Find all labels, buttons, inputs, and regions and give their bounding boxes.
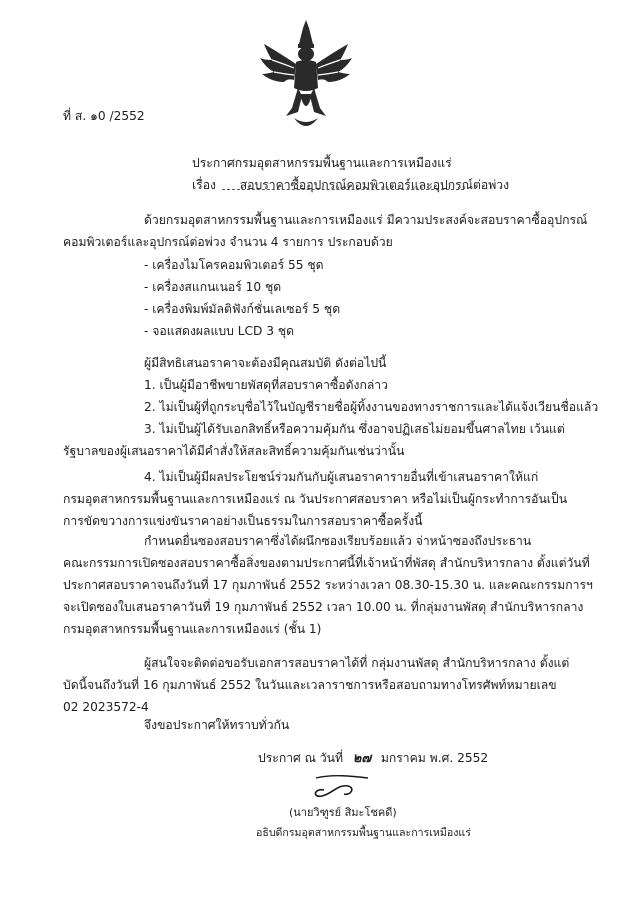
signatory-position: อธิบดีกรมอุตสาหกรรมพื้นฐานและการเหมืองแร่	[256, 827, 471, 839]
signatory-name: (นายวิฑูรย์ สิมะโชคดี)	[289, 806, 397, 819]
qualifications-section	[63, 352, 598, 532]
qualification-item: รัฐบาลของผู้เสนอราคาได้มีคำสั่งให้สละสิทธิ์ความคุ้มกันเช่นว่านั้น	[63, 444, 405, 458]
list-item: - เครื่องไมโครคอมพิวเตอร์ 55 ชุด	[144, 258, 324, 272]
intro-paragraph	[63, 209, 587, 253]
subject-label: เรื่อง	[192, 178, 216, 192]
submission-line: ประกาศสอบราคาจนถึงวันที่ 17 กุมภาพันธ์ 2552 ระหว่างเวลา 08.30-15.30 น. และคณะกรรมการฯ	[63, 578, 593, 592]
qualification-item: 4. ไม่เป็นผู้มีผลประโยชน์ร่วมกันกับผู้เสนอราคารายอื่นที่เข้าเสนอราคาให้แก่	[144, 470, 539, 484]
item-list	[144, 254, 340, 342]
dateline-prefix: ประกาศ ณ วันที่	[258, 751, 344, 765]
intro-line: คอมพิวเตอร์และอุปกรณ์ต่อพ่วง จำนวน 4 รายการ ประกอบด้วย	[63, 235, 393, 249]
subject-line	[192, 177, 509, 193]
submission-line: กรมอุตสาหกรรมพื้นฐานและการเหมืองแร่ (ชั้น 1)	[63, 622, 322, 636]
qualification-item: 2. ไม่เป็นผู้ที่ถูกระบุชื่อไว้ในบัญชีรายชื่อผู้ทิ้งงานของทางราชการและได้แจ้งเวียนชื่อแล้ว	[144, 400, 599, 414]
list-item: - เครื่องสแกนเนอร์ 10 ชุด	[144, 280, 282, 294]
list-item: - จอแสดงผลแบบ LCD 3 ชุด	[144, 324, 295, 338]
subject-text: สอบราคาซื้ออุปกรณ์คอมพิวเตอร์และอุปกรณ์ต่อพ่วง	[239, 178, 510, 192]
qualification-item: กรมอุตสาหกรรมพื้นฐานและการเหมืองแร่ ณ วันประกาศสอบราคา หรือไม่เป็นผู้กระทำการอันเป็น	[63, 492, 568, 506]
dateline-month-year: มกราคม พ.ศ. 2552	[380, 751, 489, 765]
announcement-title: ประกาศกรมอุตสาหกรรมพื้นฐานและการเหมืองแร่	[192, 156, 452, 170]
contact-line: ผู้สนใจจะติดต่อขอรับเอกสารสอบราคาได้ที่ กลุ่มงานพัสดุ สำนักบริหารกลาง ตั้งแต่	[144, 656, 570, 670]
handwritten-signature	[308, 772, 372, 802]
list-item: - เครื่องพิมพ์มัลติฟังก์ชั่นเลเซอร์ 5 ชุด	[144, 302, 341, 316]
contact-line: 02 2023572-4	[63, 700, 149, 714]
submission-line: จะเปิดซองใบเสนอราคาวันที่ 19 กุมภาพันธ์ 2552 เวลา 10.00 น. ที่กลุ่มงานพัสดุ สำนักบริหารกลาง	[63, 600, 584, 614]
dateline-day: ๒๗	[352, 751, 372, 766]
document-number: ที่ ส. ๑0 /2552	[63, 109, 145, 123]
submission-line: กำหนดยื่นซองสอบราคาซึ่งได้ผนึกซองเรียบร้อยแล้ว จ่าหน้าซองถึงประธาน	[144, 534, 532, 548]
dateline	[258, 750, 488, 767]
qualification-item: 3. ไม่เป็นผู้ได้รับเอกสิทธิ์หรือความคุ้มกัน ซึ่งอาจปฏิเสธไม่ยอมขึ้นศาลไทย เว้นแต่	[144, 422, 565, 436]
submission-paragraph	[63, 530, 593, 640]
closing-line: จึงขอประกาศให้ทราบทั่วกัน	[144, 718, 290, 732]
submission-line: คณะกรรมการเปิดซองสอบราคาซื้อสิ่งของตามประกาศนี้ที่เจ้าหน้าที่พัสดุ สำนักบริหารกลาง ตั้งแต่วันที่	[63, 556, 590, 570]
title-divider	[222, 189, 464, 190]
contact-line: บัดนี้จนถึงวันที่ 16 กุมภาพันธ์ 2552 ในวันและเวลาราชการหรือสอบถามทางโทรศัพท์หมายเลข	[63, 678, 557, 692]
qualification-item: การขัดขวางการแข่งขันราคาอย่างเป็นธรรมในการสอบราคาซื้อครั้งนี้	[63, 514, 423, 528]
contact-paragraph	[63, 652, 569, 718]
qualifications-heading: ผู้มีสิทธิเสนอราคาจะต้องมีคุณสมบัติ ดังต่อไปนี้	[144, 356, 387, 370]
intro-line: ด้วยกรมอุตสาหกรรมพื้นฐานและการเหมืองแร่ มีความประสงค์จะสอบราคาซื้ออุปกรณ์	[144, 213, 588, 227]
qualification-item: 1. เป็นผู้มีอาชีพขายพัสดุที่สอบราคาซื้อดังกล่าว	[144, 378, 388, 392]
garuda-emblem-icon	[258, 18, 354, 134]
